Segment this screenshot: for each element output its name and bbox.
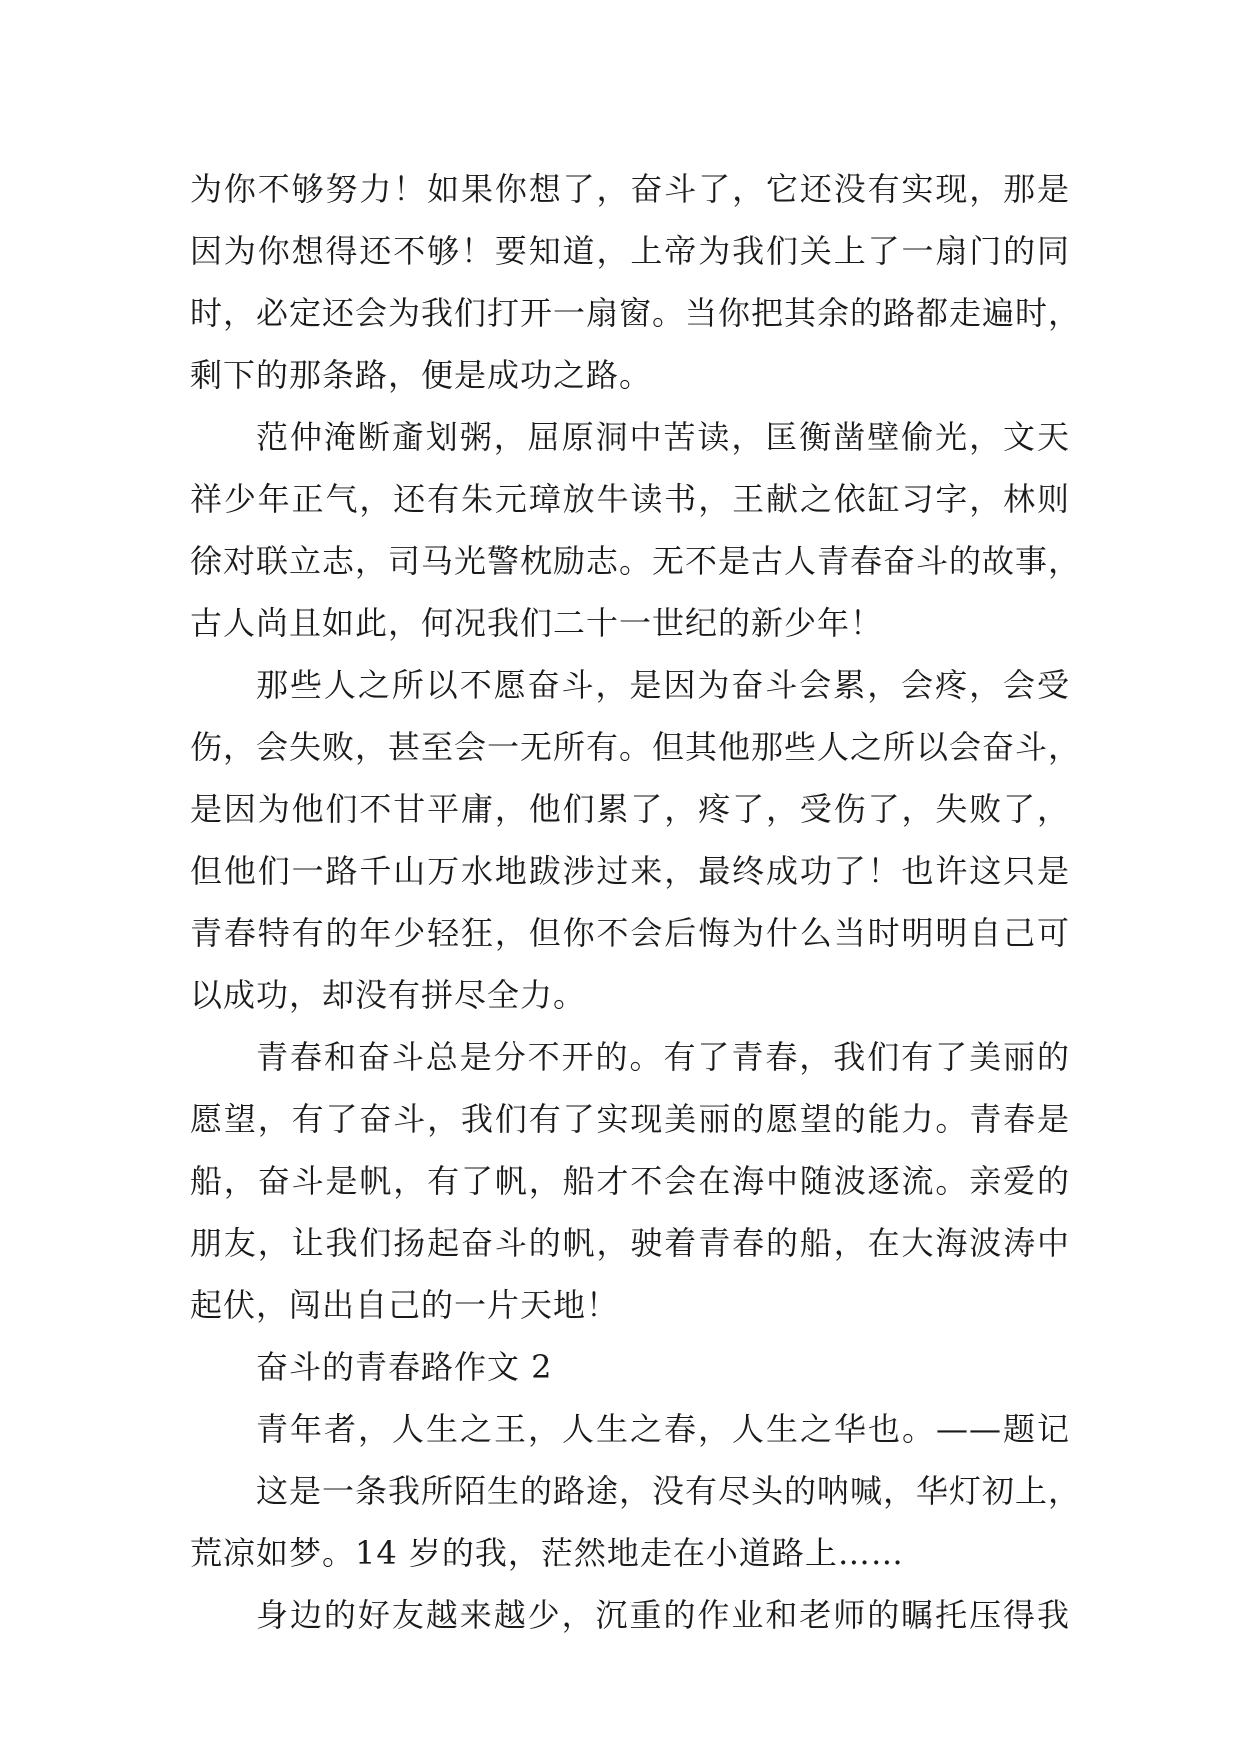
text-line: 祥少年正气，还有朱元璋放牛读书，王献之依缸习字，林则 bbox=[190, 480, 1070, 518]
text-line: 青春和奋斗总是分不开的。有了青春，我们有了美丽的 bbox=[256, 1038, 1070, 1076]
document-body bbox=[190, 158, 1082, 1646]
text-line: 这是一条我所陌生的路途，没有尽头的呐喊，华灯初上， bbox=[256, 1472, 1082, 1510]
text-line: 因为你想得还不够！要知道，上帝为我们关上了一扇门的同 bbox=[190, 232, 1070, 270]
text-line: 徐对联立志，司马光警枕励志。无不是古人青春奋斗的故事， bbox=[190, 542, 1082, 580]
text-line: 那些人之所以不愿奋斗，是因为奋斗会累，会疼，会受 bbox=[256, 666, 1070, 704]
text-line: 伤，会失败，甚至会一无所有。但其他那些人之所以会奋斗， bbox=[190, 728, 1082, 766]
text-line: 奋斗的青春路作文 2 bbox=[256, 1348, 553, 1386]
text-line: 以成功，却没有拼尽全力。 bbox=[190, 976, 587, 1014]
text-line: 朋友，让我们扬起奋斗的帆，驶着青春的船，在大海波涛中 bbox=[190, 1224, 1070, 1262]
text-line: 但他们一路千山万水地跋涉过来，最终成功了！也许这只是 bbox=[190, 852, 1070, 890]
text-line: 青春特有的年少轻狂，但你不会后悔为什么当时明明自己可 bbox=[190, 914, 1070, 952]
text-line: 古人尚且如此，何况我们二十一世纪的新少年！ bbox=[190, 604, 884, 642]
text-line: 范仲淹断齑划粥，屈原洞中苦读，匡衡凿壁偷光，文天 bbox=[256, 418, 1070, 456]
text-line: 时，必定还会为我们打开一扇窗。当你把其余的路都走遍时， bbox=[190, 294, 1082, 332]
text-line: 愿望，有了奋斗，我们有了实现美丽的愿望的能力。青春是 bbox=[190, 1100, 1070, 1138]
text-line: 船，奋斗是帆，有了帆，船才不会在海中随波逐流。亲爱的 bbox=[190, 1162, 1070, 1200]
text-line: 是因为他们不甘平庸，他们累了，疼了，受伤了，失败了， bbox=[190, 790, 1070, 828]
text-line: 为你不够努力！如果你想了，奋斗了，它还没有实现，那是 bbox=[190, 170, 1070, 208]
text-line: 青年者，人生之王，人生之春，人生之华也。——题记 bbox=[256, 1410, 1070, 1448]
text-line: 身边的好友越来越少，沉重的作业和老师的瞩托压得我 bbox=[256, 1596, 1070, 1634]
text-line: 剩下的那条路，便是成功之路。 bbox=[190, 356, 653, 394]
text-line: 起伏，闯出自己的一片天地！ bbox=[190, 1286, 620, 1324]
text-line: 荒凉如梦。14 岁的我，茫然地走在小道路上…… bbox=[190, 1534, 904, 1572]
